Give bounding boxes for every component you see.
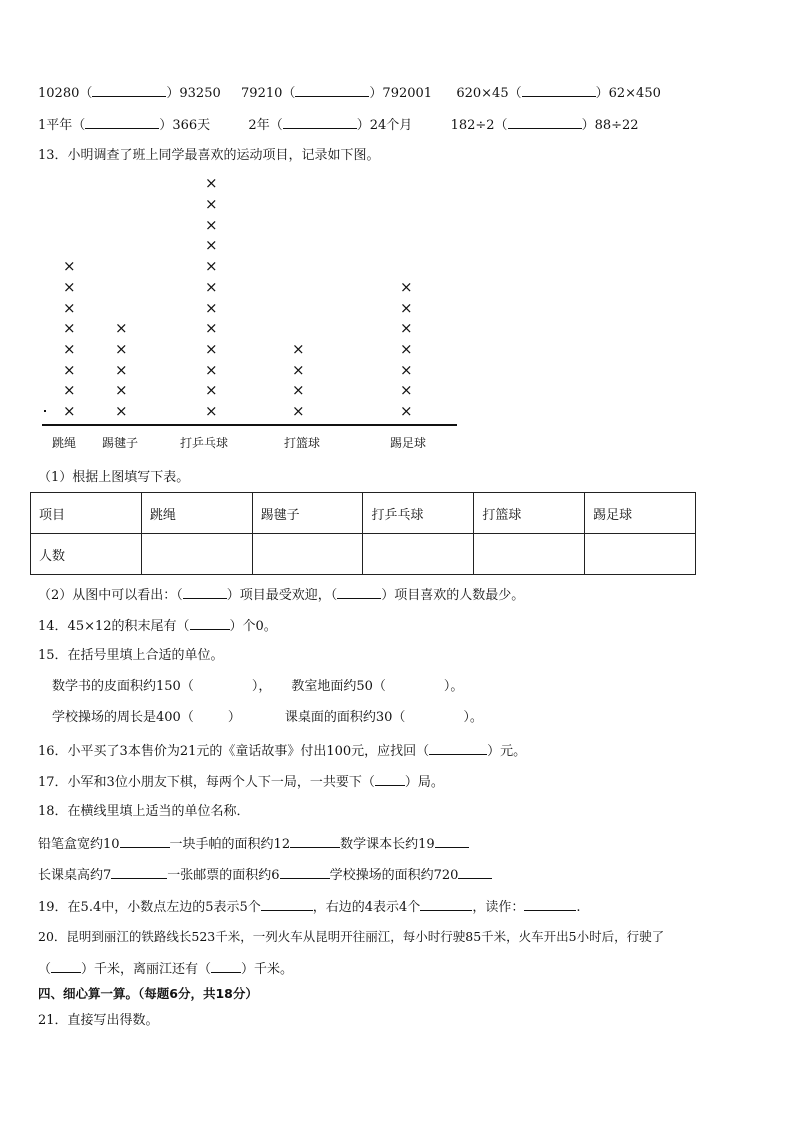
text: ）项目最受欢迎，（ — [226, 588, 338, 603]
tally-mark: × — [63, 360, 76, 379]
answer-blank[interactable] — [508, 116, 582, 129]
text: ，右边的4表示4个 — [312, 900, 421, 915]
tally-mark: × — [205, 298, 218, 317]
answer-blank[interactable] — [337, 586, 381, 599]
answer-blank[interactable] — [435, 835, 469, 848]
paren: （ — [508, 86, 522, 101]
text: （ — [38, 962, 52, 977]
text: 数学课本长约19 — [340, 837, 435, 852]
section-4-heading: 四、细心算一算。（每题6分，共18分） — [38, 986, 258, 1001]
answer-cell[interactable] — [363, 534, 474, 575]
table-cell: 跳绳 — [141, 493, 252, 534]
fill-in-table — [30, 492, 696, 575]
paren: ） — [166, 86, 180, 101]
text: 学校操场的周长是400（ — [52, 710, 194, 725]
tally-mark: × — [292, 381, 305, 400]
text: 铅笔盒宽约10 — [38, 837, 120, 852]
question-15-line-1 — [52, 679, 463, 695]
tally-mark: × — [205, 195, 218, 213]
compare-left: 2年 — [248, 118, 270, 133]
tally-mark: × — [205, 174, 218, 193]
text: ）元。 — [487, 744, 527, 759]
tally-mark: × — [400, 319, 413, 338]
paren: ） — [369, 86, 383, 101]
question-13-sub1: （1）根据上图填写下表。 — [38, 470, 190, 485]
question-21: 21．直接写出得数。 — [38, 1013, 159, 1028]
compare-row-2 — [38, 116, 639, 134]
answer-blank[interactable] — [85, 116, 159, 129]
text: 课桌面的面积约30（ — [284, 710, 406, 725]
question-16 — [38, 742, 526, 760]
tally-mark: × — [292, 402, 305, 420]
text: 教室地面约50（ — [291, 679, 386, 694]
text: ）， — [251, 679, 272, 694]
table-cell: 人数 — [31, 534, 142, 575]
text: ）。 — [443, 679, 464, 694]
paren: ） — [581, 118, 595, 133]
question-20-line-2 — [38, 960, 293, 978]
compare-left: 79210 — [241, 86, 283, 101]
tally-mark: × — [205, 277, 218, 296]
answer-blank[interactable] — [211, 960, 241, 973]
tally-mark: × — [400, 402, 413, 420]
answer-blank[interactable] — [375, 773, 405, 786]
answer-blank[interactable] — [524, 898, 576, 911]
table-row — [31, 534, 696, 575]
category-label: 打乒乓球 — [180, 436, 229, 450]
answer-blank[interactable] — [51, 960, 81, 973]
table-cell: 踢毽子 — [252, 493, 363, 534]
answer-blank[interactable] — [261, 898, 313, 911]
question-19 — [38, 898, 580, 916]
answer-blank[interactable] — [429, 742, 487, 755]
tally-mark: × — [400, 277, 413, 296]
compare-right: 62×450 — [608, 86, 661, 101]
paren: （ — [494, 118, 508, 133]
tally-mark: × — [63, 339, 76, 358]
tally-mark: × — [63, 277, 76, 296]
text: 数学书的皮面积约150（ — [52, 679, 194, 694]
question-15-stem: 15．在括号里填上合适的单位。 — [38, 648, 224, 663]
answer-blank[interactable] — [420, 898, 472, 911]
compare-right: 366天 — [172, 118, 211, 133]
text: ）。 — [463, 710, 483, 725]
tally-mark: × — [205, 339, 218, 358]
text: ）千米，离丽江还有（ — [81, 962, 212, 977]
paren: （ — [79, 86, 93, 101]
question-20-line-1: 20．昆明到丽江的铁路线长523千米，一列火车从昆明开往丽江，每小时行驶85千米，火车开出5小时后，行驶了 — [38, 929, 665, 944]
text: （2）从图中可以看出：（ — [38, 588, 183, 603]
text: ）项目喜欢的人数最少。 — [381, 588, 525, 603]
compare-row-1 — [38, 84, 661, 102]
text: 一块手帕的面积约12 — [169, 837, 291, 852]
tally-mark: × — [205, 319, 218, 338]
answer-blank[interactable] — [458, 866, 492, 879]
answer-blank[interactable] — [120, 835, 170, 848]
tally-mark: × — [205, 402, 218, 420]
compare-right: 93250 — [179, 86, 221, 101]
text: 学校操场的面积约720 — [329, 868, 459, 883]
question-14 — [38, 617, 277, 635]
table-cell: 项目 — [31, 493, 142, 534]
text: ）局。 — [404, 775, 444, 790]
table-header-row — [31, 493, 696, 534]
tally-mark: × — [205, 215, 218, 234]
answer-blank[interactable] — [92, 84, 166, 97]
answer-cell[interactable] — [585, 534, 696, 575]
compare-left: 1平年 — [38, 118, 73, 133]
question-18-line-1 — [38, 835, 469, 853]
tally-mark: × — [115, 360, 128, 379]
compare-right: 792001 — [382, 86, 433, 101]
tally-mark: × — [115, 402, 128, 420]
text: . — [576, 900, 581, 915]
text: ）千米。 — [241, 962, 294, 977]
tally-mark: × — [63, 298, 76, 317]
answer-cell[interactable] — [474, 534, 585, 575]
tally-mark: × — [63, 381, 76, 400]
answer-cell[interactable] — [252, 534, 363, 575]
text: ）个0。 — [229, 619, 277, 634]
tally-mark: × — [205, 236, 218, 255]
text: 长课桌高约7 — [38, 868, 112, 883]
category-label: 跳绳 — [52, 436, 77, 450]
table-cell: 踢足球 — [585, 493, 696, 534]
tally-mark: × — [115, 339, 128, 358]
answer-blank[interactable] — [280, 866, 330, 879]
tally-mark: × — [292, 360, 305, 379]
compare-right: 88÷22 — [594, 118, 639, 133]
paren: （ — [72, 118, 86, 133]
answer-blank[interactable] — [295, 84, 369, 97]
text: 14．45×12的积末尾有（ — [38, 619, 190, 634]
tally-mark: × — [115, 319, 128, 338]
category-label: 踢足球 — [390, 436, 427, 450]
question-15-line-2 — [52, 710, 483, 726]
tally-mark: × — [400, 298, 413, 317]
question-13-sub2 — [38, 586, 524, 604]
table-cell: 打乒乓球 — [363, 493, 474, 534]
tally-mark: × — [115, 381, 128, 400]
tally-mark: × — [400, 339, 413, 358]
text: ，读作： — [472, 900, 525, 915]
text: 一张邮票的面积约6 — [167, 868, 280, 883]
tally-mark: × — [205, 381, 218, 400]
tally-mark: × — [292, 339, 305, 358]
category-label: 打篮球 — [284, 436, 321, 450]
compare-left: 182÷2 — [450, 118, 495, 133]
question-18-line-2 — [38, 866, 492, 884]
tally-mark: × — [205, 257, 218, 276]
table-cell: 打篮球 — [474, 493, 585, 534]
tally-mark: × — [63, 402, 76, 420]
question-18-stem: 18．在横线里填上适当的单位名称． — [38, 804, 250, 819]
tally-mark: × — [400, 381, 413, 400]
compare-left: 10280 — [38, 86, 80, 101]
graph-dot — [44, 410, 46, 412]
tally-mark: × — [63, 257, 76, 276]
text: 16．小平买了3本售价为21元的《童话故事》付出100元，应找回（ — [38, 744, 430, 759]
tally-mark: × — [63, 319, 76, 338]
compare-right: 24个月 — [369, 118, 413, 133]
text: ） — [227, 710, 241, 725]
answer-blank[interactable] — [190, 617, 230, 630]
text: 17．小军和3位小朋友下棋，每两个人下一局，一共要下（ — [38, 775, 375, 790]
text: 19．在5.4中，小数点左边的5表示5个 — [38, 900, 261, 915]
paren: （ — [282, 86, 296, 101]
category-label: 踢毽子 — [102, 436, 139, 450]
answer-blank[interactable] — [283, 116, 357, 129]
paren: （ — [269, 118, 283, 133]
graph-baseline — [42, 424, 457, 426]
answer-blank[interactable] — [290, 835, 340, 848]
paren: ） — [356, 118, 370, 133]
compare-left: 620×45 — [456, 86, 509, 101]
answer-blank[interactable] — [183, 586, 227, 599]
paren: ） — [595, 86, 609, 101]
tally-mark: × — [400, 360, 413, 379]
paren: ） — [159, 118, 173, 133]
answer-blank[interactable] — [522, 84, 596, 97]
answer-cell[interactable] — [141, 534, 252, 575]
question-17 — [38, 773, 444, 791]
tally-mark: × — [205, 360, 218, 379]
question-13-stem: 13．小明调查了班上同学最喜欢的运动项目，记录如下图。 — [38, 148, 380, 163]
answer-blank[interactable] — [111, 866, 167, 879]
